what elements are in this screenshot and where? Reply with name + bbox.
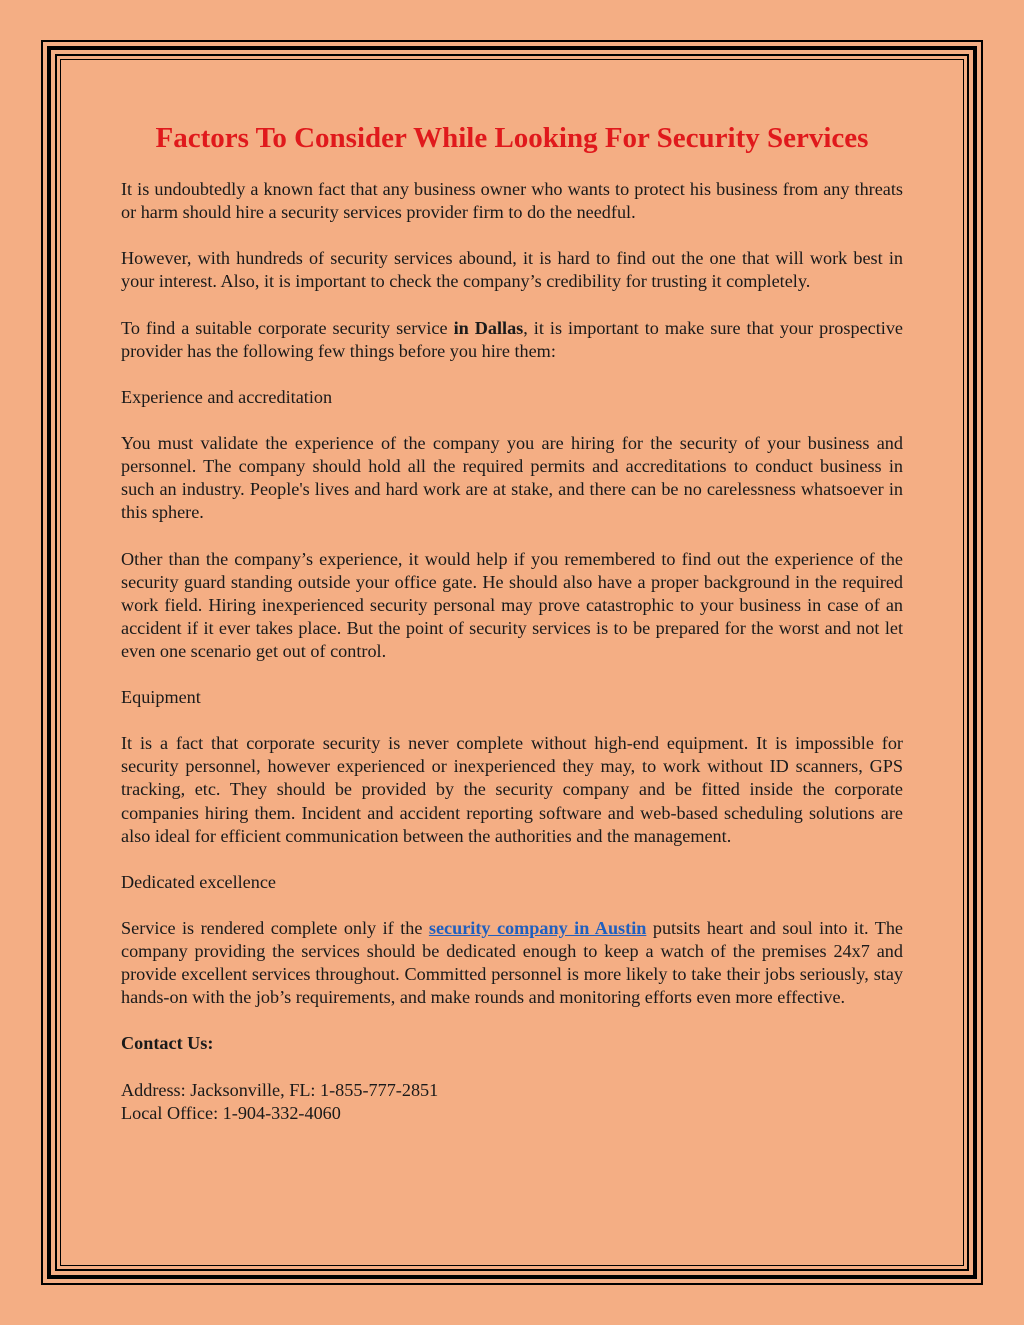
dedicated-paragraph-end: putsits heart and soul into it. The company providing the services should be dedicated enough to keep a watch of the premises 24x7 and provide excellent services throughout. Committed personnel is more likely to take their jobs seriously, stay hands-on with the job’s requirements, and make rounds and monitoring efforts even more effective. xyxy=(121,918,903,1008)
intro-paragraph: It is undoubtedly a known fact that any business owner who wants to protect his business from any threats or harm should hire a security services provider firm to do the needful. xyxy=(121,179,903,223)
security-company-austin-link[interactable]: security company in Austin xyxy=(428,918,647,938)
contact-local-office: Local Office: 1-904-332-4060 xyxy=(121,1102,341,1123)
dedicated-paragraph-start: Service is rendered complete only if the xyxy=(121,918,429,938)
contact-heading: Contact Us: xyxy=(121,1033,214,1054)
equipment-heading: Equipment xyxy=(121,687,201,708)
credibility-paragraph: However, with hundreds of security services abound, it is hard to find out the one that will work best in your interest. Also, it is important to check the company’s credibility for trusting it completely. xyxy=(121,248,903,292)
experience-heading: Experience and accreditation xyxy=(121,386,333,407)
dedicated-paragraph xyxy=(121,917,903,1009)
dedicated-heading: Dedicated excellence xyxy=(121,871,276,892)
dallas-bold-text: in Dallas xyxy=(453,317,524,338)
guard-experience-paragraph: Other than the company’s experience, it would help if you remembered to find out the experience of the security guard standing outside your office gate. He should also have a proper background in the required work field. Hiring inexperienced security personal may prove catastrophic to your business in case of an accident if it ever takes place. But the point of security services is to be prepared for the worst and not let even one scenario get out of control. xyxy=(121,548,903,661)
page-title: Factors To Consider While Looking For Security Services xyxy=(155,122,869,154)
experience-paragraph: You must validate the experience of the company you are hiring for the security of your business and personnel. The company should hold all the required permits and accreditations to conduct business in such an industry. People's lives and hard work are at stake, and there can be no carelessness whatsoever in this sphere. xyxy=(121,433,903,523)
dallas-paragraph-end: , it is important to make sure that your prospective provider has the following few things before you hire them: xyxy=(121,317,903,361)
document-body xyxy=(121,118,903,1125)
contact-address: Address: Jacksonville, FL: 1-855-777-2851 xyxy=(121,1079,439,1100)
dallas-paragraph-start: To find a suitable corporate security service xyxy=(121,317,454,338)
dallas-paragraph xyxy=(121,317,903,363)
equipment-paragraph: It is a fact that corporate security is never complete without high-end equipment. It is impossible for security personnel, however experienced or inexperienced they may, to work without ID scanners, GPS tracking, etc. They should be provided by the security company and be fitted inside the corporate companies hiring them. Incident and accident reporting software and web-based scheduling solutions are also ideal for efficient communication between the authorities and the management. xyxy=(121,733,903,846)
